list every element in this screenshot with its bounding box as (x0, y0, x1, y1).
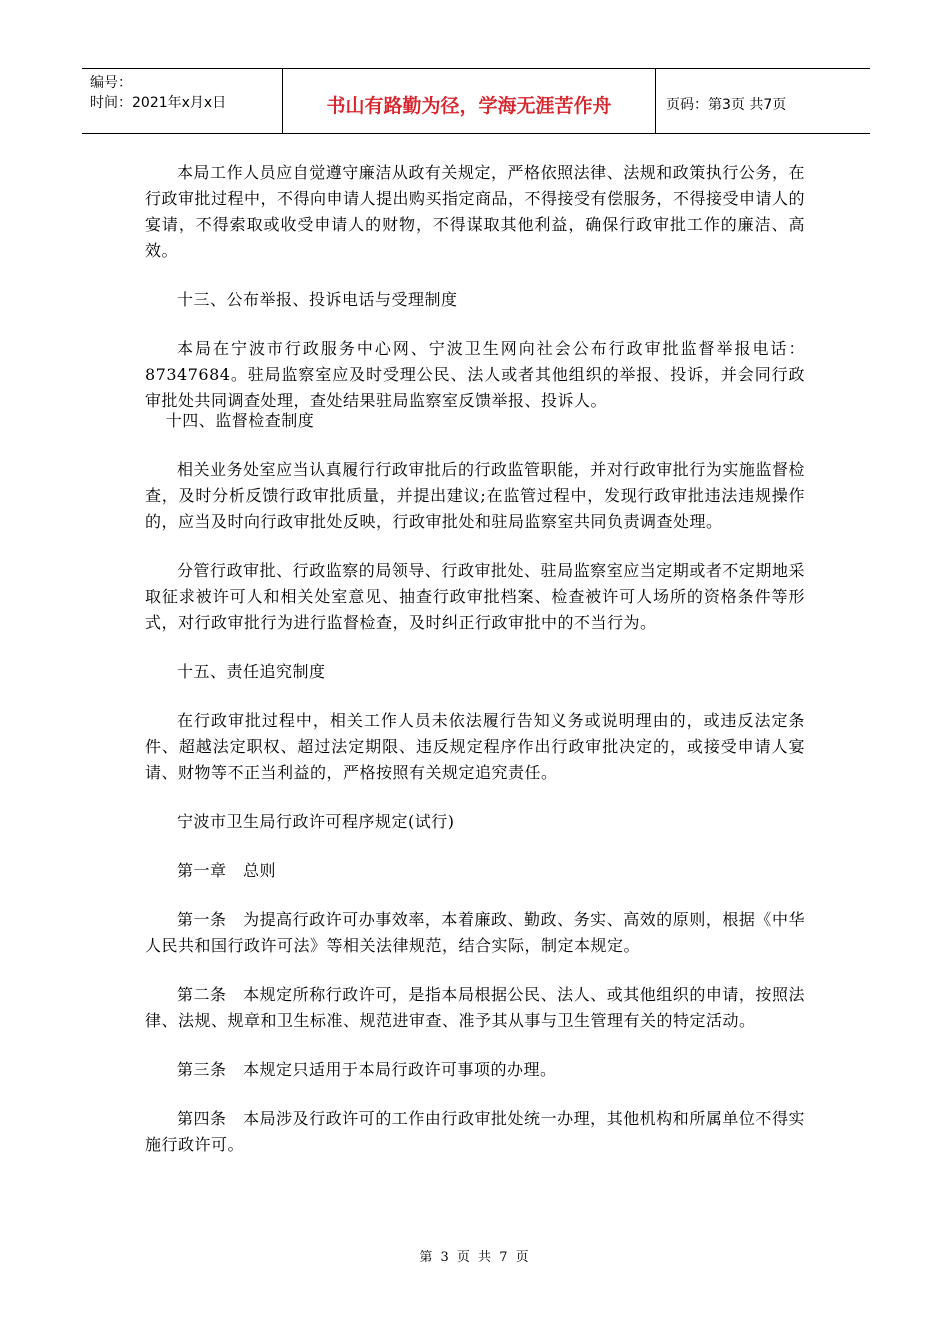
document-header (82, 68, 870, 134)
document-number-label: 编号： (90, 75, 132, 91)
paragraph-supervision-duty: 相关业务处室应当认真履行行政审批后的行政监管职能，并对行政审批行为实施监督检查，及时分析反馈行政审批质量，并提出建议;在监管过程中，发现行政审批违法违规操作的，应当及时向行政审批处反映，行政审批处和驻局监察室共同负责调查处理。 (145, 460, 805, 531)
header-page-indicator: 页码：第3页 共7页 (666, 97, 787, 113)
paragraph-integrity-rule: 本局工作人员应自觉遵守廉洁从政有关规定，严格依照法律、法规和政策执行公务，在行政审批过程中，不得向申请人提出购买指定商品，不得接受有偿服务，不得接受申请人的宴请，不得索取或收受申请人的财物，不得谋取其他利益，确保行政审批工作的廉洁、高效。 (145, 163, 806, 260)
regulation-title: 宁波市卫生局行政许可程序规定(试行) (177, 812, 455, 831)
article-4: 第四条 本局涉及行政许可的工作由行政审批处统一办理，其他机构和所属单位不得实施行政许可。 (145, 1109, 805, 1154)
article-3: 第三条 本规定只适用于本局行政许可事项的办理。 (177, 1060, 557, 1079)
article-2: 第二条 本规定所称行政许可，是指本局根据公民、法人、或其他组织的申请，按照法律、法规、规章和卫生标准、规范进审查、准予其从事与卫生管理有关的特定活动。 (145, 985, 805, 1030)
header-meta (82, 69, 283, 133)
page-footer: 第 3 页 共 7 页 (419, 1250, 531, 1265)
chapter-heading-1: 第一章 总则 (177, 861, 277, 880)
header-motto: 书山有路勤为径，学海无涯苦作舟 (283, 69, 656, 133)
article-1: 第一条 为提高行政许可办事效率，本着廉政、勤政、务实、高效的原则，根据《中华人民共和国行政许可法》等相关法律规范，结合实际，制定本规定。 (145, 910, 805, 955)
paragraph-accountability: 在行政审批过程中，相关工作人员未依法履行告知义务或说明理由的，或违反法定条件、超越法定职权、超过法定期限、违反规定程序作出行政审批决定的，或接受申请人宴请、财物等不正当利益的，严格按照有关规定追究责任。 (145, 711, 805, 782)
section-heading-13: 十三、公布举报、投诉电话与受理制度 (177, 290, 458, 309)
paragraph-report-hotline: 本局在宁波市行政服务中心网、宁波卫生网向社会公布行政审批监督举报电话：87347684。驻局监察室应及时受理公民、法人或者其他组织的举报、投诉，并会同行政审批处共同调查处理，查处结果驻局监察室反馈举报、投诉人。 (145, 339, 805, 410)
document-body (145, 160, 805, 1181)
section-heading-14: 十四、监督检查制度 (165, 411, 315, 430)
paragraph-periodic-inspection: 分管行政审批、行政监察的局领导、行政审批处、驻局监察室应当定期或者不定期地采取征求被许可人和相关处室意见、抽查行政审批档案、检查被许可人场所的资格条件等形式，对行政审批行为进行监督检查，及时纠正行政审批中的不当行为。 (145, 561, 805, 632)
document-date: 时间：2021年x月x日 (90, 95, 227, 111)
section-heading-15: 十五、责任追究制度 (177, 662, 326, 681)
